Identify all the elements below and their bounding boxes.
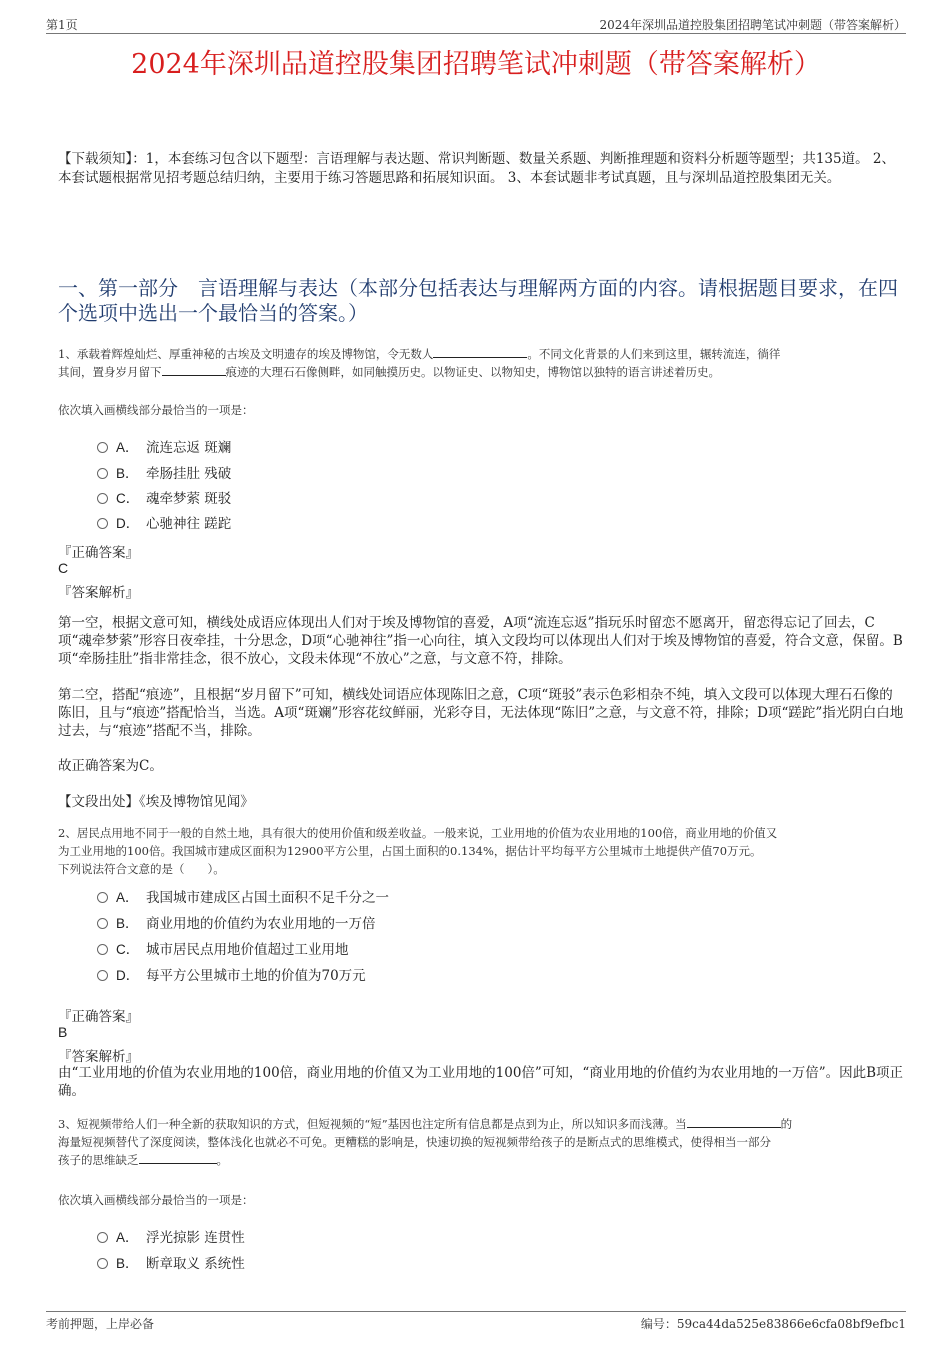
option-letter: A．: [116, 1230, 139, 1245]
q1-text-c: 其间，置身岁月留下: [58, 365, 162, 379]
radio-icon[interactable]: [97, 970, 108, 981]
option-text: 商业用地的价值约为农业用地的一万倍: [146, 916, 376, 932]
option-text: 城市居民点用地价值超过工业用地: [146, 942, 349, 958]
page-number: 第1页: [46, 18, 78, 32]
q2-answer-label: 『正确答案』: [58, 1009, 139, 1025]
q3-option-b[interactable]: [97, 1252, 245, 1272]
option-letter: B．: [116, 1256, 139, 1271]
q1-option-c[interactable]: [97, 487, 231, 507]
q2-analysis: 由“工业用地的价值为农业用地的100倍，商业用地的价值又为工业用地的100倍”可知，“商业用地的价值约为农业用地的一万倍”。因此B项正确。: [58, 1065, 904, 1099]
question-3-stem: [58, 1115, 904, 1169]
q1-answer: C: [58, 560, 69, 576]
option-text: 浮光掠影 连贯性: [146, 1230, 245, 1246]
option-letter: C．: [116, 942, 140, 957]
q1-prompt: 依次填入画横线部分最恰当的一项是：: [58, 403, 254, 417]
option-letter: C．: [116, 491, 140, 506]
option-text: 每平方公里城市土地的价值为70万元: [146, 968, 366, 984]
q3-blank-1: [687, 1117, 781, 1128]
document-id: 编号：59ca44da525e83866e6cfa08bf9efbc1: [640, 1317, 906, 1331]
radio-icon[interactable]: [97, 442, 108, 453]
radio-icon[interactable]: [97, 918, 108, 929]
option-text: 我国城市建成区占国土面积不足千分之一: [146, 890, 389, 906]
q3-text-c: 海量短视频替代了深度阅读，整体浅化也就必不可免。更糟糕的影响是，快速切换的短视频带给孩子的是断点式的思维模式，使得相当一部分: [58, 1135, 771, 1149]
q1-text-a: 1、承载着辉煌灿烂、厚重神秘的古埃及文明遗存的埃及博物馆，令无数人: [58, 347, 434, 361]
radio-icon[interactable]: [97, 468, 108, 479]
q1-text-d: 痕迹的大理石石像侧畔，如同触摸历史。以物证史、以物知史，博物馆以独特的语言讲述着历史。: [225, 365, 720, 379]
q1-option-a[interactable]: [97, 436, 231, 456]
section-heading: 一、第一部分 言语理解与表达（本部分包括表达与理解两方面的内容。请根据题目要求，在四个选项中选出一个最恰当的答案。）: [58, 276, 898, 325]
q1-option-b[interactable]: [97, 462, 231, 482]
header-divider: [46, 33, 906, 34]
radio-icon[interactable]: [97, 518, 108, 529]
radio-icon[interactable]: [97, 1232, 108, 1243]
q3-blank-2: [139, 1153, 217, 1164]
q2-option-a[interactable]: [97, 886, 389, 906]
q1-analysis-label: 『答案解析』: [58, 585, 139, 601]
q1-source: 【文段出处】《埃及博物馆见闻》: [58, 794, 254, 810]
q1-text-b: 。不同文化背景的人们来到这里，辗转流连，徜徉: [527, 347, 781, 361]
q1-blank-1: [433, 347, 527, 358]
option-letter: B．: [116, 466, 139, 481]
option-letter: A．: [116, 440, 139, 455]
footer-slogan: 考前押题，上岸必备: [46, 1317, 155, 1331]
option-letter: D．: [116, 516, 140, 531]
option-text: 魂牵梦萦 斑驳: [146, 491, 232, 507]
q3-text-d: 孩子的思维缺乏: [58, 1153, 139, 1167]
running-title: 2024年深圳品道控股集团招聘笔试冲刺题（带答案解析）: [599, 18, 906, 32]
option-letter: B．: [116, 916, 139, 931]
footer-divider: [46, 1311, 906, 1312]
option-letter: A．: [116, 890, 139, 905]
option-letter: D．: [116, 968, 140, 983]
question-1-stem: [58, 345, 904, 381]
q2-answer: B: [58, 1024, 68, 1040]
radio-icon[interactable]: [97, 1258, 108, 1269]
radio-icon[interactable]: [97, 892, 108, 903]
q1-answer-label: 『正确答案』: [58, 545, 139, 561]
q3-text-b: 的: [780, 1117, 793, 1131]
q3-prompt: 依次填入画横线部分最恰当的一项是：: [58, 1193, 254, 1207]
radio-icon[interactable]: [97, 944, 108, 955]
q3-text-a: 3、短视频带给人们一种全新的获取知识的方式，但短视频的“短”基因也注定所有信息都是点到为止，所以知识多而浅薄。当: [58, 1117, 687, 1131]
document-title: 2024年深圳品道控股集团招聘笔试冲刺题（带答案解析）: [131, 49, 821, 80]
option-text: 牵肠挂肚 残破: [146, 466, 232, 482]
q1-analysis-1: 第一空，根据文意可知，横线处成语应体现出人们对于埃及博物馆的喜爱，A项“流连忘返”指玩乐时留恋不愿离开，留恋得忘记了回去，C项“魂牵梦萦”形容日夜牵挂，十分思念，D项“心驰神往”指一心向往，填入文段均可以体现出人们对于埃及博物馆的喜爱，符合文意，保留。B项“牵肠挂肚”指非常挂念，很不放心，文段未体现“不放心”之意，与文意不符，排除。: [58, 615, 903, 667]
q2-text-2: 为工业用地的100倍。我国城市建成区面积为12900平方公里，占国土面积的0.134%，据估计平均每平方公里城市土地提供产值70万元。: [58, 844, 762, 858]
q3-text-e: 。: [216, 1153, 228, 1167]
q2-option-b[interactable]: [97, 912, 376, 932]
q2-option-c[interactable]: [97, 938, 349, 958]
download-notice: 【下载须知】：1，本套练习包含以下题型：言语理解与表达题、常识判断题、数量关系题、判断推理题和资料分析题等题型；共135道。 2、本套试题根据常见招考题总结归纳，主要用于练习答题思路和拓展知识面。 3、本套试题非考试真题，且与深圳品道控股集团无关。: [58, 151, 895, 186]
q1-blank-2: [162, 365, 226, 376]
q2-option-d[interactable]: [97, 964, 366, 984]
radio-icon[interactable]: [97, 493, 108, 504]
question-2-stem: [58, 824, 918, 878]
option-text: 流连忘返 斑斓: [146, 440, 232, 456]
q2-analysis-label: 『答案解析』: [58, 1049, 139, 1065]
q1-analysis-2: 第二空，搭配“痕迹”，且根据“岁月留下”可知，横线处词语应体现陈旧之意，C项“斑驳”表示色彩相杂不纯，填入文段可以体现大理石石像的陈旧，且与“痕迹”搭配恰当，当选。A项“斑斓”形容花纹鲜丽，光彩夺目，无法体现“陈旧”之意，与文意不符，排除；D项“蹉跎”指光阴白白地过去，与“痕迹”搭配不当，排除。: [58, 687, 904, 739]
option-text: 断章取义 系统性: [146, 1256, 245, 1272]
q2-text-3: 下列说法符合文意的是（ ）。: [58, 862, 225, 876]
option-text: 心驰神往 蹉跎: [146, 516, 232, 532]
q1-option-d[interactable]: [97, 512, 231, 532]
q2-text-1: 2、居民点用地不同于一般的自然土地，具有很大的使用价值和级差收益。一般来说，工业用地的价值为农业用地的100倍，商业用地的价值又: [58, 826, 778, 840]
q1-conclusion: 故正确答案为C。: [58, 758, 163, 774]
q3-option-a[interactable]: [97, 1226, 245, 1246]
